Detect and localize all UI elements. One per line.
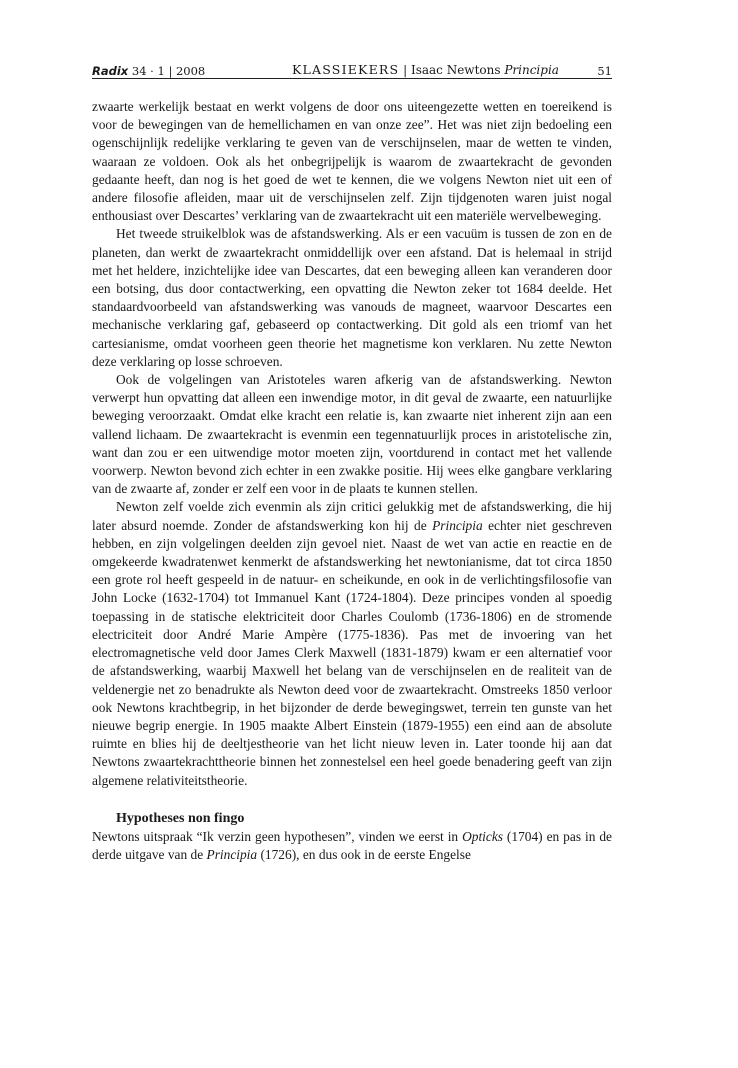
volume-info: 34 · 1 | 2008 [131, 64, 206, 78]
paragraph-4-part-2: echter niet geschreven hebben, en zijn volgelingen deelden zijn gevoel niet. Naast de wet van actie en reactie en de omgekeerde kwadratenwet kenmerkt de afstandswerking het newtonianisme, dat tot circa 1850 een grote rol heeft gespeeld in de natuur- en scheikunde, en ook in de verlichtingsfilosofie van John Locke (1632-1704) tot Immanuel Kant (1724-1804). Deze principes vonden al spoedig toepassing in de statische elektriciteit door Charles Coulomb (1736-1806) en de stromende electriciteit door André Marie Ampère (1775-1836). Pas met de invoering van het electromagnetische veld door James Clerk Maxwell (1831-1879) kwam er een alternatief voor de afstandswerking, waarbij Maxwell het belang van de verschijnselen en de realiteit van de veldenergie net zo benadrukte als Newton deed voor de zwaartekracht. Omstreeks 1850 verloor ook Newtons krachtbegrip, in het bijzonder de derde bewegingswet, terrein ten gunste van het nieuwe begrip energie. In 1905 maakte Albert Einstein (1879-1955) een eind aan de absolute ruimte en blies hij de deeltjestheorie van het licht nieuw leven in. Later toonde hij aan dat Newtons zwaartekrachttheorie binnen het zonnestelsel een heel goede benadering geeft van zijn algemene relativiteitstheorie. [92, 517, 612, 788]
paragraph-5 [92, 828, 612, 864]
paragraph-2: Het tweede struikelblok was de afstandswerking. Als er een vacuüm is tussen de zon en de planeten, dan werkt de zwaartekracht onmiddellijk over een afstand. Dat is helemaal in strijd met het heldere, inzichtelijke idee van Descartes, dat een beweging alleen kan veranderen door een botsing, dus door contactwerking, een opvatting die Newton zeker tot 1684 deelde. Het standaardvoorbeeld van afstandswerking was vanouds de magneet, waarvoor Descartes een mechanische verklaring gaf, gebaseerd op contactwerking. Dit gold als een triomf van het cartesianisme, omdat voorheen geen theorie het magnetisme kon verklaren. Nu zette Newton deze verklaring op losse schroeven. [92, 226, 612, 369]
running-header [92, 60, 612, 80]
article-name: Isaac Newtons [410, 63, 505, 77]
header-rule [92, 78, 612, 79]
article-body [92, 98, 612, 864]
journal-info [92, 64, 205, 78]
paragraph-4-italic: Principia [432, 517, 483, 533]
section-label: KLASSIEKERS [292, 62, 400, 77]
paragraph-1: zwaarte werkelijk bestaat en werkt volgens de door ons uiteengezette wetten en toereikend is voor de bewegingen van de hemellichamen en van onze zee”. Het was niet zijn bedoeling een ogenschijnlijk redelijke verklaring te geven van de verschijnselen, maar de wetten te vinden, waaraan ze voldoen. Ook als het onbegrijpelijk is waarom de zwaartekracht de gevonden gedaante heeft, dan nog is het goed de wet te kennen, die we volgens Newton niet uit een of andere filosofie afleiden, maar uit de verschijnselen zelf. Zijn tijdgenoten waren juist nogal enthousiast over Descartes’ verklaring van de zwaartekracht uit een materiële wervelbeweging. [92, 99, 612, 224]
paragraph-4-part-1: Newton zelf voelde zich evenmin als zijn critici gelukkig met de afstandswerking, die hij later absurd noemde. Zonder de afstandswerking kon hij de [92, 499, 612, 533]
paragraph-5-part-3: (1726), en dus ook in de eerste Engelse [257, 847, 471, 863]
paragraph-5-part-2: (1704) en pas in de derde uitgave van de [92, 828, 612, 863]
section-heading: Hypotheses non fingo [116, 810, 245, 826]
article-title [292, 62, 559, 77]
paragraph-5-italic-1: Opticks [462, 828, 503, 844]
paragraph-5-italic-2: Principia [206, 847, 258, 863]
page-number: 51 [597, 64, 612, 78]
header-separator: | [399, 63, 411, 77]
paragraph-5-part-1: Newtons uitspraak “Ik verzin geen hypothesen”, vinden we eerst in [92, 828, 463, 844]
journal-name: Radix [92, 64, 129, 78]
article-name-italic: Principia [504, 63, 559, 77]
paragraph-3: Ook de volgelingen van Aristoteles waren afkerig van de afstandswerking. Newton verwerpt hun opvatting dat alleen een inwendige motor, in dit geval de zwaarte, een natuurlijke beweging veroorzaakt. Omdat elke kracht een relatie is, kan zwaarte niet inherent zijn aan een vallend lichaam. De zwaartekracht is evenmin een tegennatuurlijk proces in aristotelische zin, want dan zou er een uitwendige motor moeten zijn, voortdurend in contact met het vallende voorwerp. Newton bevond zich echter in een zwakke positie. Hij wees elke gangbare verklaring van de zwaarte af, zonder er zelf een voor in de plaats te kunnen stellen. [92, 372, 612, 497]
paragraph-4 [92, 498, 612, 789]
